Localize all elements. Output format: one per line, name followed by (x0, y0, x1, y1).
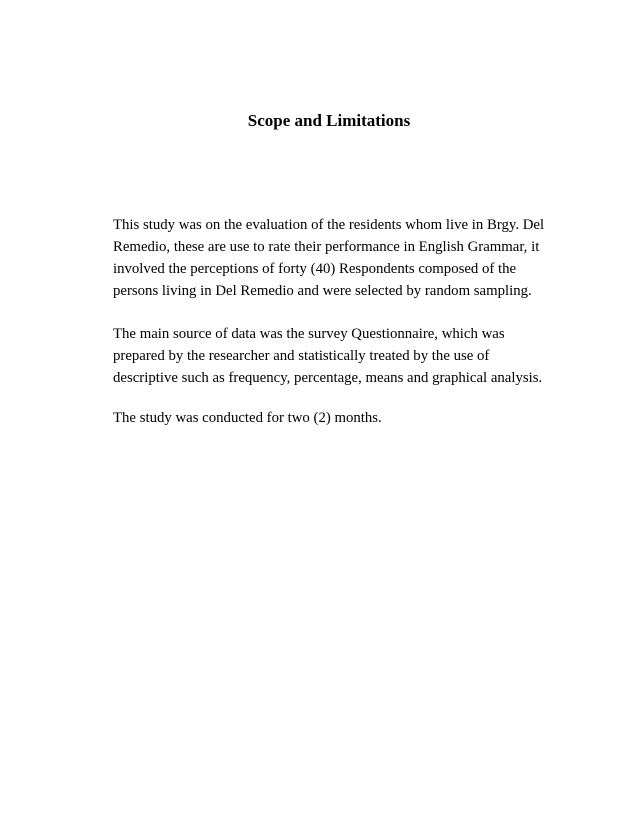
paragraph-line: descriptive such as frequency, percentage, means and graphical analysis. (113, 370, 543, 386)
paragraph-data-source (113, 323, 553, 389)
page-title: Scope and Limitations (247, 111, 411, 130)
paragraph-duration (113, 407, 553, 429)
paragraph-line: This study was on the evaluation of the residents whom live in Brgy. Del (113, 217, 545, 233)
paragraph-line: prepared by the researcher and statistically treated by the use of (113, 348, 490, 364)
paragraph-line: Remedio, these are use to rate their performance in English Grammar, it (113, 239, 540, 255)
paragraph-line: involved the perceptions of forty (40) Respondents composed of the (113, 261, 517, 277)
paragraph-study-scope (113, 214, 553, 302)
paragraph-line: persons living in Del Remedio and were selected by random sampling. (113, 283, 532, 299)
paragraph-line: The study was conducted for two (2) months. (113, 410, 382, 426)
paragraph-line: The main source of data was the survey Questionnaire, which was (113, 326, 505, 342)
